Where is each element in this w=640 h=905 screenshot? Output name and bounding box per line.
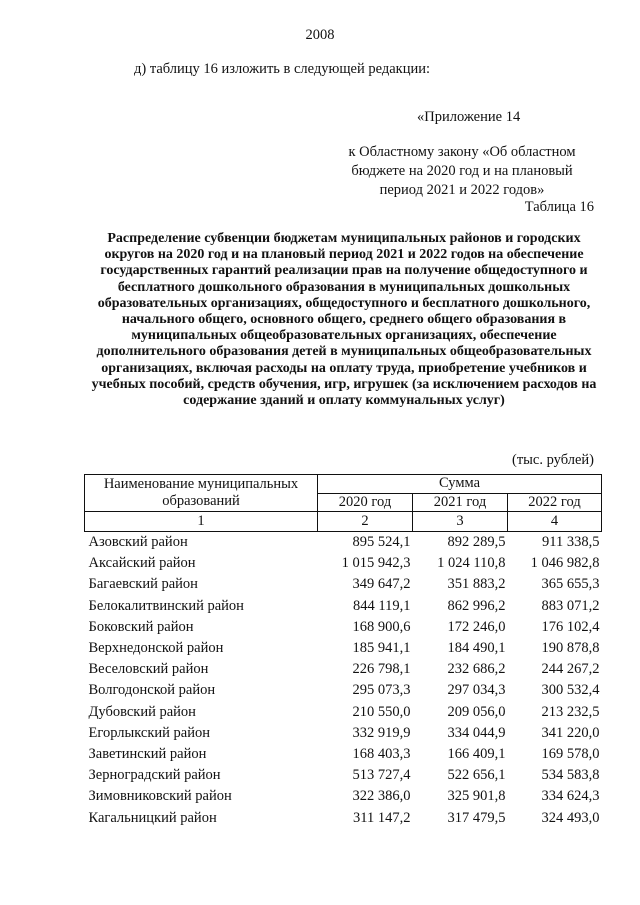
value-2020: 168 900,6 xyxy=(352,618,411,635)
table-row xyxy=(85,596,602,617)
municipality-name: Зимовниковский район xyxy=(88,788,232,805)
value-2020: 513 727,4 xyxy=(352,767,411,784)
value-2020: 349 647,2 xyxy=(352,576,411,593)
table-row xyxy=(85,553,602,574)
value-2021: 232 686,2 xyxy=(447,661,506,678)
column-number: 3 xyxy=(413,512,508,532)
table-body xyxy=(85,532,602,829)
municipality-name: Боковский район xyxy=(88,618,194,635)
municipality-name: Азовский район xyxy=(88,534,188,550)
value-2020: 332 919,9 xyxy=(352,724,411,741)
value-2022: 169 578,0 xyxy=(541,746,600,763)
municipality-name: Веселовский район xyxy=(88,661,209,678)
value-2020: 168 403,3 xyxy=(352,746,411,763)
value-2022: 1 046 982,8 xyxy=(530,555,600,572)
value-2021: 1 024 110,8 xyxy=(437,555,506,572)
value-2021: 351 883,2 xyxy=(447,576,506,593)
table-row xyxy=(85,723,602,744)
table-row xyxy=(85,786,602,807)
column-number: 2 xyxy=(318,512,413,532)
column-header-2022: 2022 год xyxy=(508,493,602,512)
value-2021: 166 409,1 xyxy=(447,746,506,763)
value-2022: 324 493,0 xyxy=(541,809,600,826)
municipality-name: Кагальницкий район xyxy=(88,809,217,826)
value-2021: 297 034,3 xyxy=(447,682,506,699)
value-2022: 334 624,3 xyxy=(541,788,600,805)
value-2021: 862 996,2 xyxy=(447,597,506,614)
column-header-name: Наименование муниципальных образований xyxy=(85,475,318,512)
municipality-name: Верхнедонской район xyxy=(88,640,224,657)
page-number: 2008 xyxy=(305,27,335,43)
value-2020: 295 073,3 xyxy=(352,682,411,699)
value-2020: 226 798,1 xyxy=(352,661,411,678)
value-2022: 883 071,2 xyxy=(541,597,600,614)
municipality-name: Волгодонской район xyxy=(88,682,216,699)
value-2021: 334 044,9 xyxy=(447,724,506,741)
value-2022: 911 338,5 xyxy=(542,534,600,550)
table-row xyxy=(85,638,602,659)
column-header-2021: 2021 год xyxy=(413,493,508,512)
municipality-name: Багаевский район xyxy=(88,576,198,593)
value-2022: 244 267,2 xyxy=(541,661,600,678)
value-2022: 365 655,3 xyxy=(541,576,600,593)
table-row xyxy=(85,702,602,723)
instruction-text: д) таблицу 16 изложить в следующей редакции: xyxy=(134,61,431,77)
table-row xyxy=(85,617,602,638)
municipality-name: Белокалитвинский район xyxy=(88,597,244,614)
value-2022: 190 878,8 xyxy=(541,640,600,657)
value-2020: 185 941,1 xyxy=(352,640,411,657)
value-2021: 184 490,1 xyxy=(447,640,506,657)
column-header-2020: 2020 год xyxy=(318,493,413,512)
table-row xyxy=(85,532,602,554)
municipality-name: Заветинский район xyxy=(88,746,207,763)
municipality-name: Аксайский район xyxy=(88,555,196,572)
table-row xyxy=(85,765,602,786)
value-2020: 844 119,1 xyxy=(353,597,411,614)
table-row xyxy=(85,680,602,701)
value-2022: 534 583,8 xyxy=(541,767,600,784)
municipality-name: Зерноградский район xyxy=(88,767,221,784)
table-row xyxy=(85,659,602,680)
value-2022: 300 532,4 xyxy=(541,682,600,699)
appendix-note xyxy=(333,108,591,200)
column-number: 1 xyxy=(85,512,318,532)
value-2022: 176 102,4 xyxy=(541,618,600,635)
value-2021: 325 901,8 xyxy=(447,788,506,805)
value-2021: 892 289,5 xyxy=(447,534,506,550)
value-2022: 213 232,5 xyxy=(541,703,600,720)
table-row xyxy=(85,808,602,829)
column-header-sum: Сумма xyxy=(318,475,602,494)
value-2020: 210 550,0 xyxy=(352,703,411,720)
value-2020: 322 386,0 xyxy=(352,788,411,805)
municipality-name: Егорлыкский район xyxy=(88,724,210,741)
value-2020: 895 524,1 xyxy=(352,534,411,550)
municipality-name: Дубовский район xyxy=(88,703,196,720)
value-2020: 1 015 942,3 xyxy=(341,555,411,572)
table-label: Таблица 16 xyxy=(524,199,594,215)
table-heading: Распределение субвенции бюджетам муниципальных районов и городских округов на 2020 год и на плановый период 2021 и 2022 годов на обеспечение государственных гарантий реализации прав на получение общедоступного и бесплатного дошкольного образования в муниципальных дошкольных образовательных организациях, общедоступного и бесплатного дошкольного, начального общего, основного общего, среднего общего образования в муниципальных общеобразовательных организациях, обеспечение дополнительного образования детей в муниципальных общеобразовательных организациях, включая расходы на оплату труда, приобретение учебников и учебных пособий, средств обучения, игр, игрушек (за исключением расходов на содержание зданий и оплату коммунальных услуг) xyxy=(91,231,597,409)
value-2022: 341 220,0 xyxy=(541,724,600,741)
subvention-table xyxy=(84,474,602,829)
table-row xyxy=(85,574,602,595)
value-2021: 209 056,0 xyxy=(447,703,506,720)
value-2021: 172 246,0 xyxy=(447,618,506,635)
table-row xyxy=(85,744,602,765)
appendix-title: «Приложение 14 xyxy=(417,109,521,125)
value-2021: 522 656,1 xyxy=(447,767,506,784)
unit-label: (тыс. рублей) xyxy=(512,452,594,468)
appendix-text: к Областному закону «Об областном бюджете на 2020 год и на плановый период 2021 и 2022 годов» xyxy=(348,144,576,198)
value-2021: 317 479,5 xyxy=(447,809,506,826)
column-number: 4 xyxy=(508,512,602,532)
value-2020: 311 147,2 xyxy=(353,809,411,826)
